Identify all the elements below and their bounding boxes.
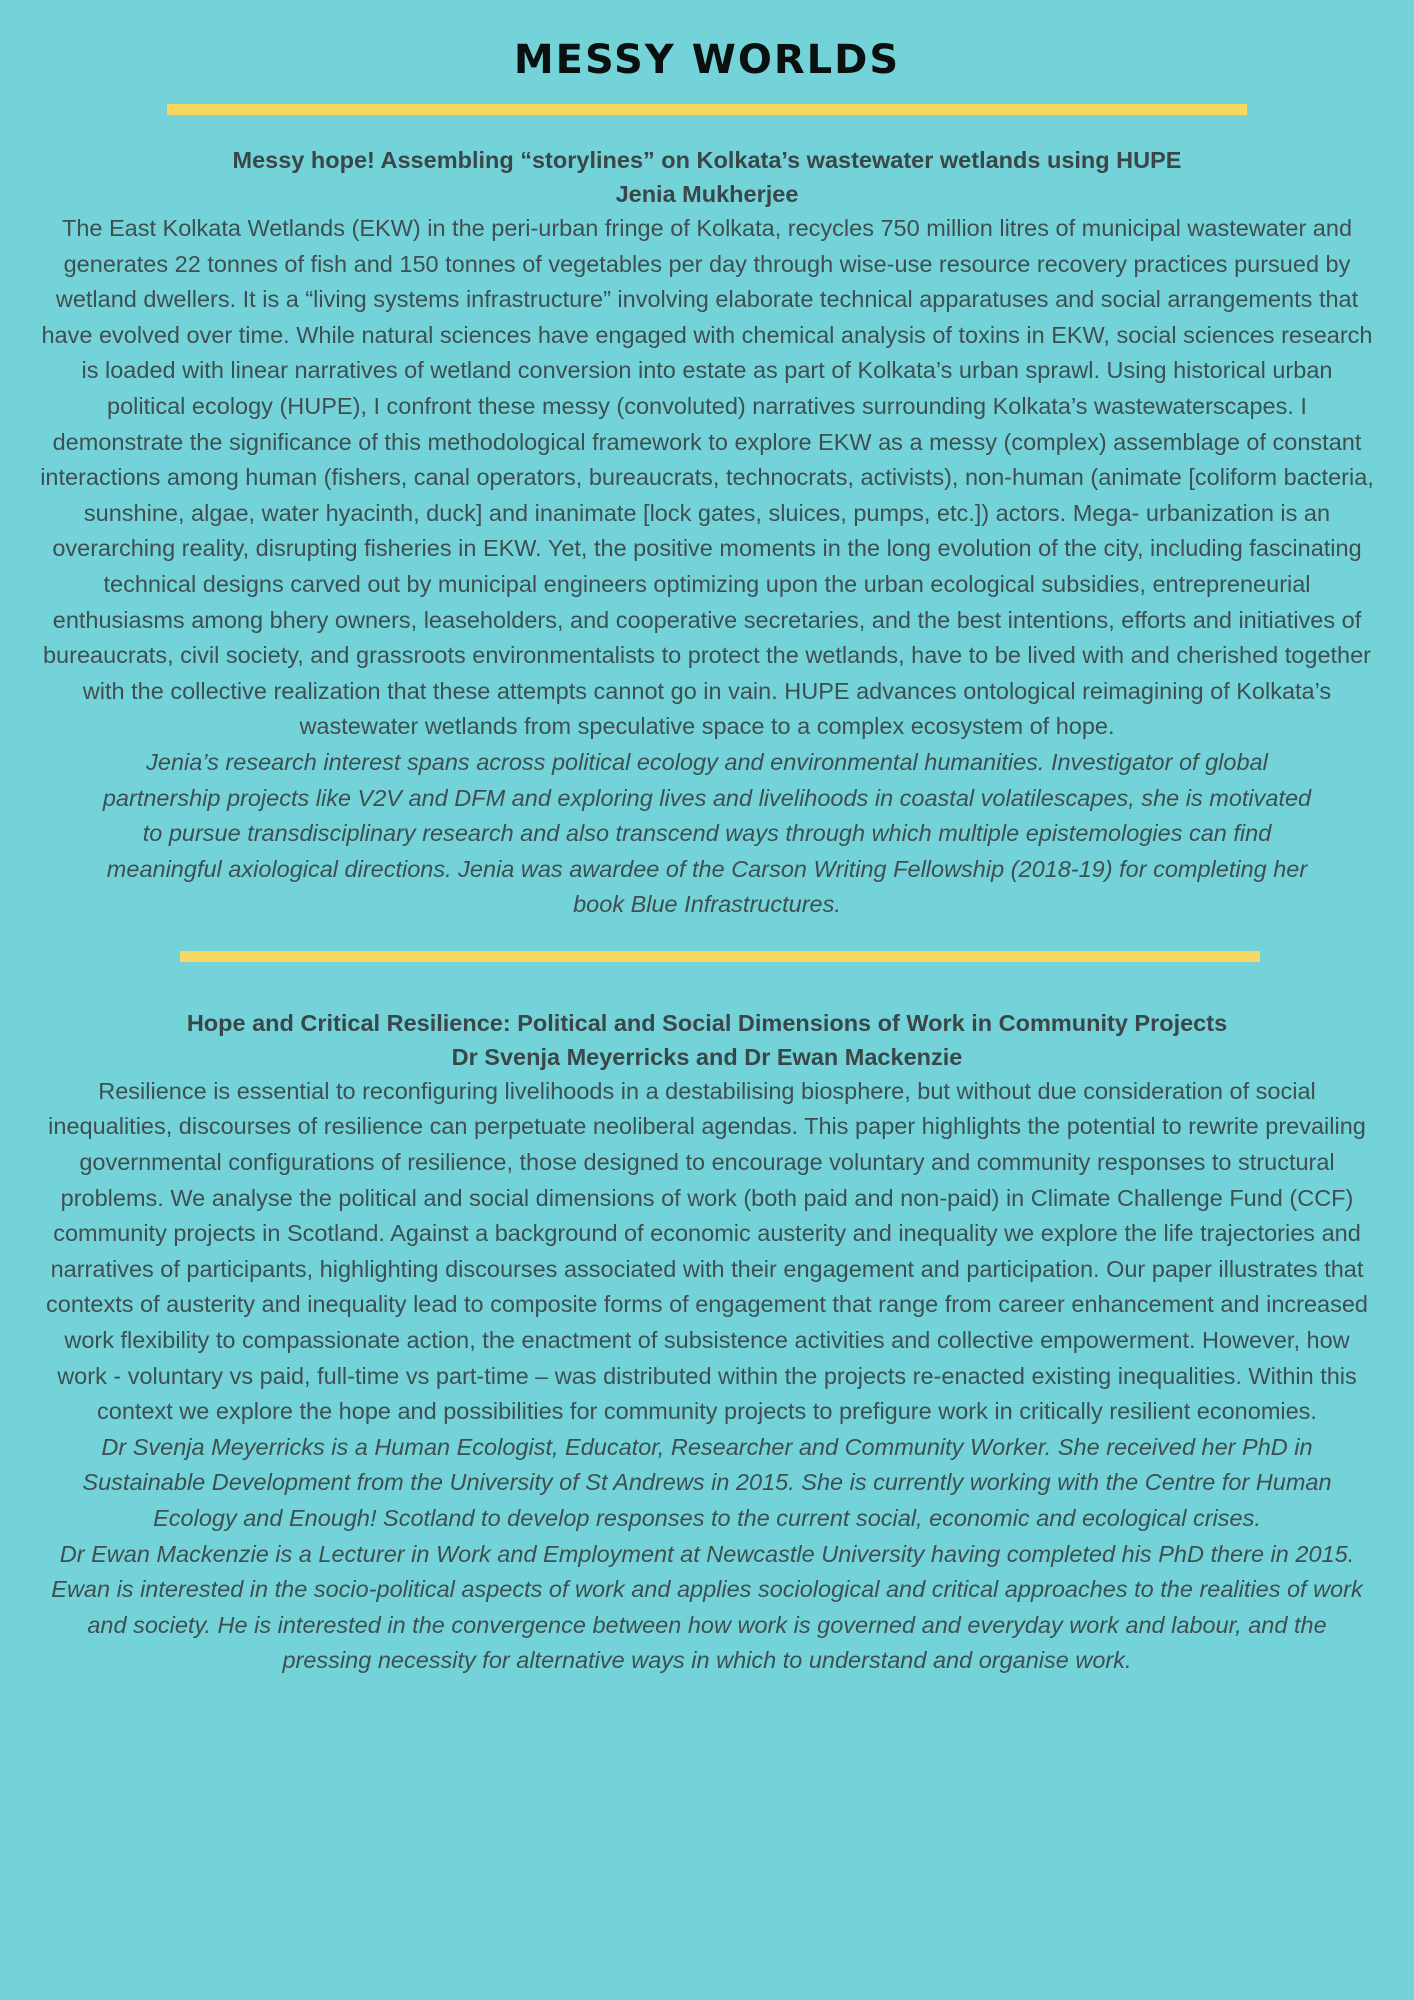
paper-title: Hope and Critical Resilience: Political and Social Dimensions of Work in Community Projects [186, 1009, 1228, 1036]
paper-section-2 [40, 1006, 1374, 1679]
author-bio: Jenia’s research interest spans across political ecology and environmental humanities. Investigator of global partnership projects like V2V and DFM and exploring lives and livelihoods in coastal volatilescapes, she is motivated to pursue transdisciplinary research and also transcend ways through which multiple epistemologies can find meaningful axiological directions. Jenia was awardee of the Carson Writing Fellowship (2018-19) for completing her book Blue Infrastructures. [102, 748, 1312, 918]
paper-authors: Jenia Mukherjee [615, 181, 799, 207]
top-divider [167, 104, 1247, 115]
author-bio: Dr Ewan Mackenzie is a Lecturer in Work and Employment at Newcastle University having completed his PhD there in 2015. Ewan is interested in the socio-political aspects of work and applies sociological and critical approaches to the realities of work and society. He is interested in the convergence between how work is governed and everyday work and labour, and the pressing necessity for alternative ways in which to understand and organise work. [51, 1540, 1363, 1674]
paper-abstract: The East Kolkata Wetlands (EKW) in the peri-urban fringe of Kolkata, recycles 750 million litres of municipal wastewater and generates 22 tonnes of fish and 150 tonnes of vegetables per day through wise-use resource recovery practices pursued by wetland dwellers. It is a “living systems infrastructure” involving elaborate technical apparatuses and social arrangements that have evolved over time. While natural sciences have engaged with chemical analysis of toxins in EKW, social sciences research is loaded with linear narratives of wetland conversion into estate as part of Kolkata’s urban sprawl. Using historical urban political ecology (HUPE), I confront these messy (convoluted) narratives surrounding Kolkata’s wastewaterscapes. I demonstrate the significance of this methodological framework to explore EKW as a messy (complex) assemblage of constant interactions among human (fishers, canal operators, bureaucrats, technocrats, activists), non-human (animate [coliform bacteria, sunshine, algae, water hyacinth, duck] and inanimate [lock gates, sluices, pumps, etc.]) actors. Mega- urbanization is an overarching reality, disrupting fisheries in EKW. Yet, the positive moments in the long evolution of the city, including fascinating technical designs carved out by municipal engineers optimizing upon the urban ecological subsidies, entrepreneurial enthusiasms among bhery owners, leaseholders, and cooperative secretaries, and the best intentions, efforts and initiatives of bureaucrats, civil society, and grassroots environmentalists to protect the wetlands, have to be lived with and cherished together with the collective realization that these attempts cannot go in vain. HUPE advances ontological reimagining of Kolkata’s wastewater wetlands from speculative space to a complex ecosystem of hope. [40, 215, 1374, 740]
paper-authors: Dr Svenja Meyerricks and Dr Ewan Mackenzie [451, 1043, 963, 1070]
author-bio: Dr Svenja Meyerricks is a Human Ecologist, Educator, Researcher and Community Worker. She received her PhD in Sustainable Development from the University of St Andrews in 2015. She is currently working with the Centre for Human Ecology and Enough! Scotland to develop responses to the current social, economic and ecological crises. [82, 1433, 1332, 1531]
paper-title: Messy hope! Assembling “storylines” on Kolkata’s wastewater wetlands using HUPE [232, 147, 1182, 173]
paper-section-1 [40, 143, 1374, 923]
page-title: MESSY WORLDS [513, 37, 901, 83]
paper-abstract: Resilience is essential to reconfiguring livelihoods in a destabilising biosphere, but without due consideration of social inequalities, discourses of resilience can perpetuate neoliberal agendas. This paper highlights the potential to rewrite prevailing governmental configurations of resilience, those designed to encourage voluntary and community responses to structural problems. We analyse the political and social dimensions of work (both paid and non-paid) in Climate Challenge Fund (CCF) community projects in Scotland. Against a background of economic austerity and inequality we explore the life trajectories and narratives of participants, highlighting discourses associated with their engagement and participation. Our paper illustrates that contexts of austerity and inequality lead to composite forms of engagement that range from career enhancement and increased work flexibility to compassionate action, the enactment of subsistence activities and collective empowerment. However, how work - voluntary vs paid, full-time vs part-time – was distributed within the projects re-enacted existing inequalities. Within this context we explore the hope and possibilities for community projects to prefigure work in critically resilient economies. [46, 1077, 1368, 1425]
section-divider [180, 951, 1260, 962]
